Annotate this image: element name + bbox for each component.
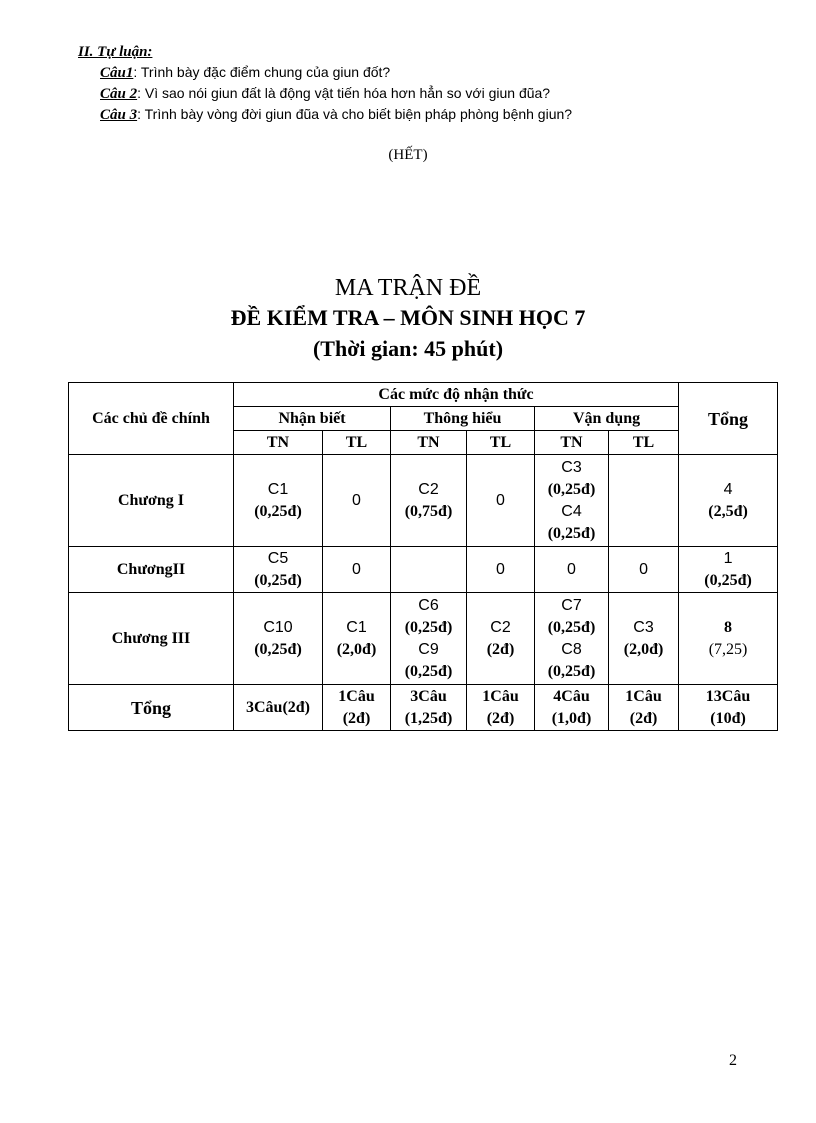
question-label: Câu 2 bbox=[100, 86, 138, 102]
table-cell: C2 (2đ) bbox=[467, 593, 535, 685]
total-row-label: Tổng bbox=[69, 685, 234, 731]
exam-duration: (Thời gian: 45 phút) bbox=[312, 336, 504, 361]
question-2 bbox=[100, 85, 550, 103]
sub-header: TL bbox=[609, 431, 679, 455]
topic-header: Các chủ đề chính bbox=[69, 383, 234, 455]
sub-header: TN bbox=[391, 431, 467, 455]
level-recognition: Nhận biết bbox=[234, 407, 391, 431]
table-cell: 1Câu (2đ) bbox=[323, 685, 391, 731]
table-cell: C2 (0,75đ) bbox=[391, 455, 467, 547]
question-text: : Trình bày vòng đời giun đũa và cho biết biện pháp phòng bệnh giun? bbox=[137, 106, 573, 122]
sub-header: TL bbox=[467, 431, 535, 455]
table-row bbox=[69, 547, 778, 593]
row-total: 1 (0,25đ) bbox=[679, 547, 778, 593]
table-cell bbox=[391, 547, 467, 593]
total-row bbox=[69, 685, 778, 731]
table-cell: C5 (0,25đ) bbox=[234, 547, 323, 593]
table-row bbox=[69, 455, 778, 547]
table-cell: 1Câu (2đ) bbox=[609, 685, 679, 731]
table-cell: C1 (0,25đ) bbox=[234, 455, 323, 547]
table-cell: C7 (0,25đ) C8 (0,25đ) bbox=[535, 593, 609, 685]
essay-heading: II. Tự luận: bbox=[78, 44, 153, 60]
level-application: Vận dụng bbox=[535, 407, 679, 431]
table-cell: 4Câu (1,0đ) bbox=[535, 685, 609, 731]
sub-header: TL bbox=[323, 431, 391, 455]
sub-header: TN bbox=[234, 431, 323, 455]
question-text: : Vì sao nói giun đất là động vật tiến hóa hơn hẳn so với giun đũa? bbox=[137, 85, 551, 101]
exam-matrix-table bbox=[68, 382, 778, 731]
question-1 bbox=[100, 64, 390, 82]
table-cell: 0 bbox=[609, 547, 679, 593]
end-mark: (HẾT) bbox=[388, 147, 428, 163]
row-total: 8 (7,25) bbox=[679, 593, 778, 685]
question-label: Câu 3 bbox=[100, 107, 138, 123]
sub-header: TN bbox=[535, 431, 609, 455]
question-text: : Trình bày đặc điểm chung của giun đốt? bbox=[133, 64, 391, 80]
exam-subtitle: ĐỀ KIỂM TRA – MÔN SINH HỌC 7 bbox=[230, 305, 586, 330]
table-cell: C3 (0,25đ) C4 (0,25đ) bbox=[535, 455, 609, 547]
level-understanding: Thông hiểu bbox=[391, 407, 535, 431]
header-row-levels bbox=[69, 383, 778, 407]
row-topic: Chương I bbox=[69, 455, 234, 547]
table-cell bbox=[609, 455, 679, 547]
table-cell: C3 (2,0đ) bbox=[609, 593, 679, 685]
page-title: MA TRẬN ĐỀ bbox=[334, 275, 482, 301]
table-cell: 0 bbox=[467, 455, 535, 547]
levels-header: Các mức độ nhận thức bbox=[234, 383, 679, 407]
table-cell: 3Câu (1,25đ) bbox=[391, 685, 467, 731]
table-cell: 0 bbox=[323, 547, 391, 593]
page-number: 2 bbox=[729, 1052, 737, 1069]
grand-total: 13Câu (10đ) bbox=[679, 685, 778, 731]
row-topic: Chương III bbox=[69, 593, 234, 685]
total-header: Tổng bbox=[679, 383, 778, 455]
table-cell: C10 (0,25đ) bbox=[234, 593, 323, 685]
table-cell: 0 bbox=[535, 547, 609, 593]
question-3 bbox=[100, 106, 572, 124]
table-cell: 0 bbox=[467, 547, 535, 593]
table-cell: 0 bbox=[323, 455, 391, 547]
table-row bbox=[69, 593, 778, 685]
table-cell: 3Câu(2đ) bbox=[234, 685, 323, 731]
table-cell: C6 (0,25đ) C9 (0,25đ) bbox=[391, 593, 467, 685]
question-label: Câu1 bbox=[100, 65, 134, 81]
table-cell: 1Câu (2đ) bbox=[467, 685, 535, 731]
table-cell: C1 (2,0đ) bbox=[323, 593, 391, 685]
row-total: 4 (2,5đ) bbox=[679, 455, 778, 547]
row-topic: ChươngII bbox=[69, 547, 234, 593]
